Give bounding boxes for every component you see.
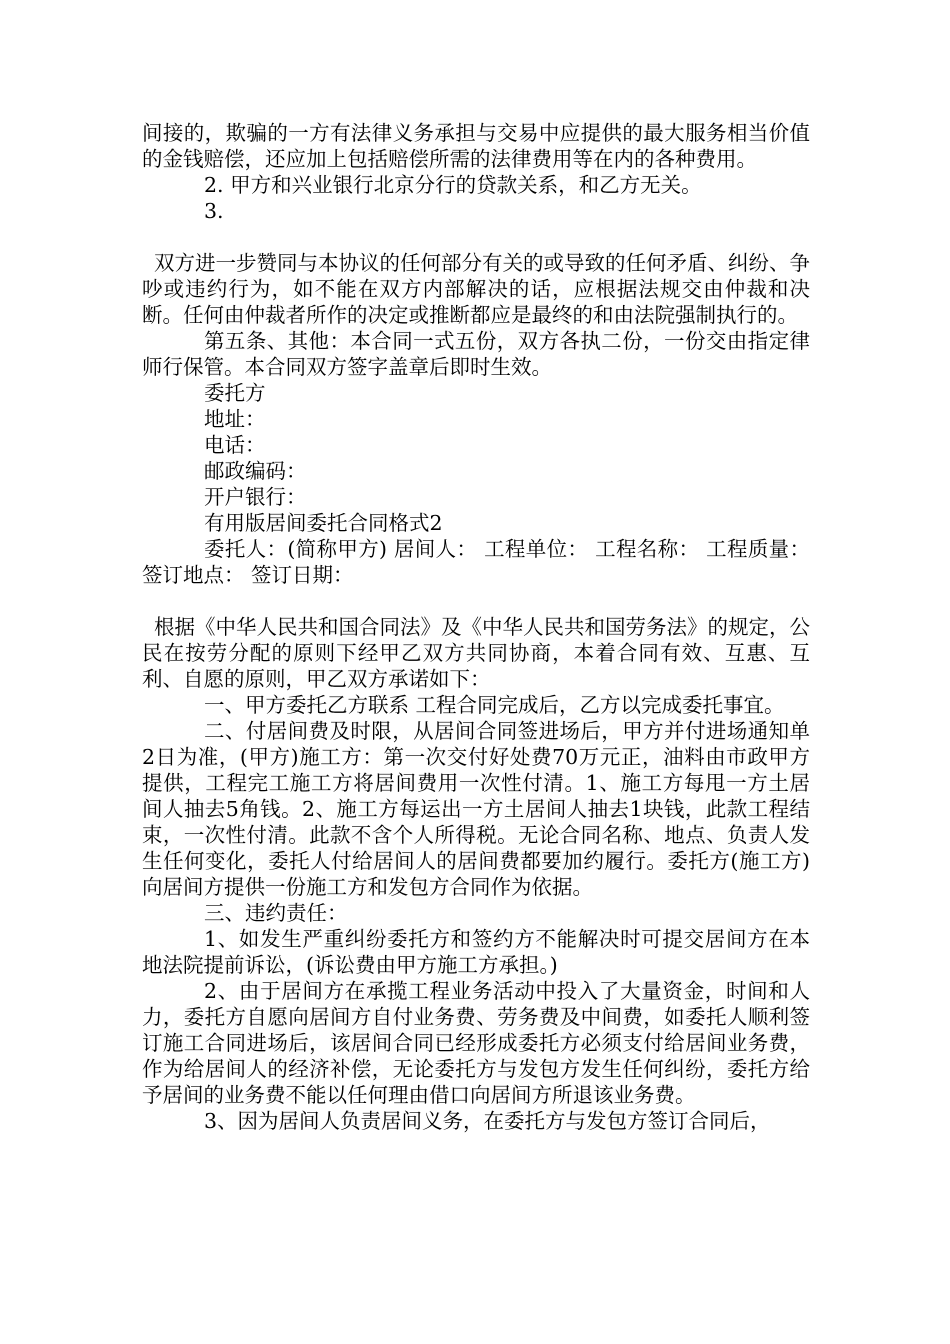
label-phone: 电话： xyxy=(204,433,266,457)
label-postal-code: 邮政编码： xyxy=(204,459,307,483)
paragraph-item-3: 3. xyxy=(204,199,224,223)
label-address: 地址： xyxy=(204,407,266,431)
paragraph-arbitration: 双方进一步赞同与本协议的任何部分有关的或导致的任何矛盾、纠纷、争吵或违约行为，如不能在双方内部解决的话，应根据法规交由仲裁和决断。任何由仲裁者所作的决定或推断都应是最终的和由法院强制执行的。 xyxy=(142,251,810,327)
paragraph-compensation: 间接的，欺骗的一方有法律义务承担与交易中应提供的最大服务相当价值的金钱赔偿，还应加上包括赔偿所需的法律费用等在内的各种费用。 xyxy=(142,121,810,171)
paragraph-breach-2: 2、由于居间方在承揽工程业务活动中投入了大量资金，时间和人力，委托方自愿向居间方自付业务费、劳务费及中间费，如委托人顺利签订施工合同进场后，该居间合同已经形成委托方必须支付给居间业务费，作为给居间人的经济补偿，无论委托方与发包方发生任何纠纷，委托方给予居间的业务费不能以任何理由借口向居间方所退该业务费。 xyxy=(142,979,810,1107)
document-page xyxy=(142,120,810,1134)
paragraph-breach-3: 3、因为居间人负责居间义务，在委托方与发包方签订合同后， xyxy=(204,1109,771,1133)
paragraph-item-2-loan: 2. 甲方和兴业银行北京分行的贷款关系，和乙方无关。 xyxy=(204,173,702,197)
label-client: 委托方 xyxy=(204,381,266,405)
paragraph-clause-3-heading: 三、违约责任： xyxy=(204,901,348,925)
paragraph-preamble: 根据《中华人民共和国合同法》及《中华人民共和国劳务法》的规定，公民在按劳分配的原则下经甲乙双方共同协商，本着合同有效、互惠、互利、自愿的原则，甲乙双方承诺如下： xyxy=(142,615,810,691)
blank-line xyxy=(142,224,810,250)
section-title-template-2: 有用版居间委托合同格式2 xyxy=(204,511,443,535)
label-bank: 开户银行： xyxy=(204,485,307,509)
blank-line xyxy=(142,588,810,614)
paragraph-clause-2: 二、付居间费及时限，从居间合同签进场后，甲方并付进场通知单2日为准，(甲方)施工方：第一次交付好处费70万元正，油料由市政甲方提供，工程完工施工方将居间费用一次性付清。1、施工方每甩一方土居间人抽去5角钱。2、施工方每运出一方土居间人抽去1块钱，此款工程结束，一次性付清。此款不含个人所得税。无论合同名称、地点、负责人发生任何变化，委托人付给居间人的居间费都要加约履行。委托方(施工方)向居间方提供一份施工方和发包方合同作为依据。 xyxy=(142,719,810,899)
paragraph-article-5: 第五条、其他：本合同一式五份，双方各执二份，一份交由指定律师行保管。本合同双方签字盖章后即时生效。 xyxy=(142,329,810,379)
paragraph-breach-1: 1、如发生严重纠纷委托方和签约方不能解决时可提交居间方在本地法院提前诉讼，(诉讼费由甲方施工方承担。) xyxy=(142,927,810,977)
paragraph-parties: 委托人：(简称甲方) 居间人： 工程单位： 工程名称： 工程质量： 签订地点： 签订日期： xyxy=(142,537,810,587)
paragraph-clause-1: 一、甲方委托乙方联系 工程合同完成后，乙方以完成委托事宜。 xyxy=(204,693,785,717)
